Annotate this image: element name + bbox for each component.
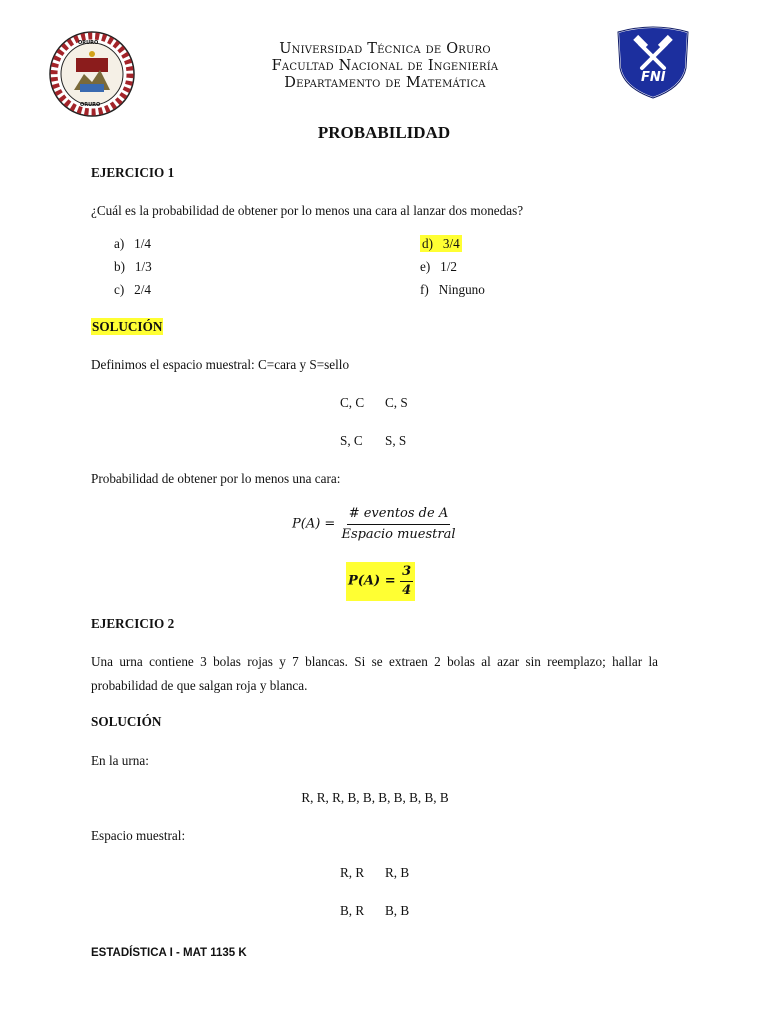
option-a <box>114 234 151 254</box>
exercise2-line1: Una urna contiene 3 bolas rojas y 7 blancas. Si se extraen 2 bolas al azar sin reemplazo; hallar la <box>91 654 658 669</box>
seal-top-text: ORURO <box>78 40 99 46</box>
option-e <box>420 257 457 277</box>
formula-fraction <box>339 505 457 544</box>
result-numerator: 3 <box>400 564 413 582</box>
solution1-intro: Definimos el espacio muestral: C=cara y S=sello <box>91 357 350 372</box>
faculty-name: Facultad Nacional de Ingeniería <box>271 58 499 74</box>
option-b-letter: b) <box>114 259 125 274</box>
option-d-letter: d) <box>422 236 433 251</box>
option-c-value: 2/4 <box>134 282 151 297</box>
sample-space-cell: C, S <box>385 395 408 410</box>
solution2-heading: SOLUCIÓN <box>91 714 162 729</box>
option-b <box>114 257 152 277</box>
exercise2-line2: probabilidad de que salgan roja y blanca. <box>91 678 308 693</box>
result-fraction <box>400 564 413 599</box>
option-d-highlight <box>420 235 462 252</box>
sample-space-cell: B, R <box>340 903 365 918</box>
university-name: Universidad Técnica de Oruro <box>279 41 491 57</box>
sample-space-label: Espacio muestral: <box>91 828 186 843</box>
option-d <box>420 234 462 254</box>
option-f <box>420 280 485 300</box>
page-title: PROBABILIDAD <box>317 123 451 142</box>
fni-shield-label: FNI <box>641 70 666 85</box>
sample-space-cell: R, R <box>340 865 365 880</box>
page-footer: ESTADÍSTICA I - MAT 1135 K <box>91 947 247 959</box>
sample-space-cell: C, C <box>340 395 365 410</box>
urn-label: En la urna: <box>91 753 149 768</box>
sample-space-cell: S, C <box>340 433 363 448</box>
result-denominator: 4 <box>402 583 412 598</box>
exercise2-heading: EJERCICIO 2 <box>91 616 175 631</box>
department-name: Departamento de Matemática <box>284 75 486 91</box>
probability-result <box>346 562 415 601</box>
exercise1-question: ¿Cuál es la probabilidad de obtener por lo menos una cara al lanzar dos monedas? <box>91 203 524 218</box>
sample-space-cell: B, B <box>385 903 410 918</box>
option-c <box>114 280 151 300</box>
sample-space-cell: R, B <box>385 865 410 880</box>
fni-shield-icon <box>612 24 694 100</box>
formula-denominator: Espacio muestral <box>341 527 456 542</box>
option-c-letter: c) <box>114 282 125 297</box>
solution1-heading <box>91 317 163 337</box>
urn-contents: R, R, R, B, B, B, B, B, B, B <box>301 790 449 805</box>
option-d-value: 3/4 <box>442 236 460 251</box>
sample-space-cell: S, S <box>385 433 407 448</box>
probability-text: Probabilidad de obtener por lo menos una cara: <box>91 471 341 486</box>
probability-formula <box>292 505 458 544</box>
option-b-value: 1/3 <box>134 259 152 274</box>
result-lhs: P(A) = <box>348 573 396 589</box>
option-f-value: Ninguno <box>438 282 485 297</box>
option-e-letter: e) <box>420 259 431 274</box>
option-a-value: 1/4 <box>134 236 151 251</box>
option-f-letter: f) <box>420 282 429 297</box>
option-a-letter: a) <box>114 236 125 251</box>
exercise1-heading: EJERCICIO 1 <box>91 165 175 180</box>
formula-lhs: P(A) = <box>292 516 336 532</box>
solution1-heading-text: SOLUCIÓN <box>92 319 163 334</box>
seal-bottom-text: ORURO <box>80 102 101 108</box>
formula-numerator: # eventos de A <box>347 505 451 525</box>
option-e-value: 1/2 <box>440 259 457 274</box>
